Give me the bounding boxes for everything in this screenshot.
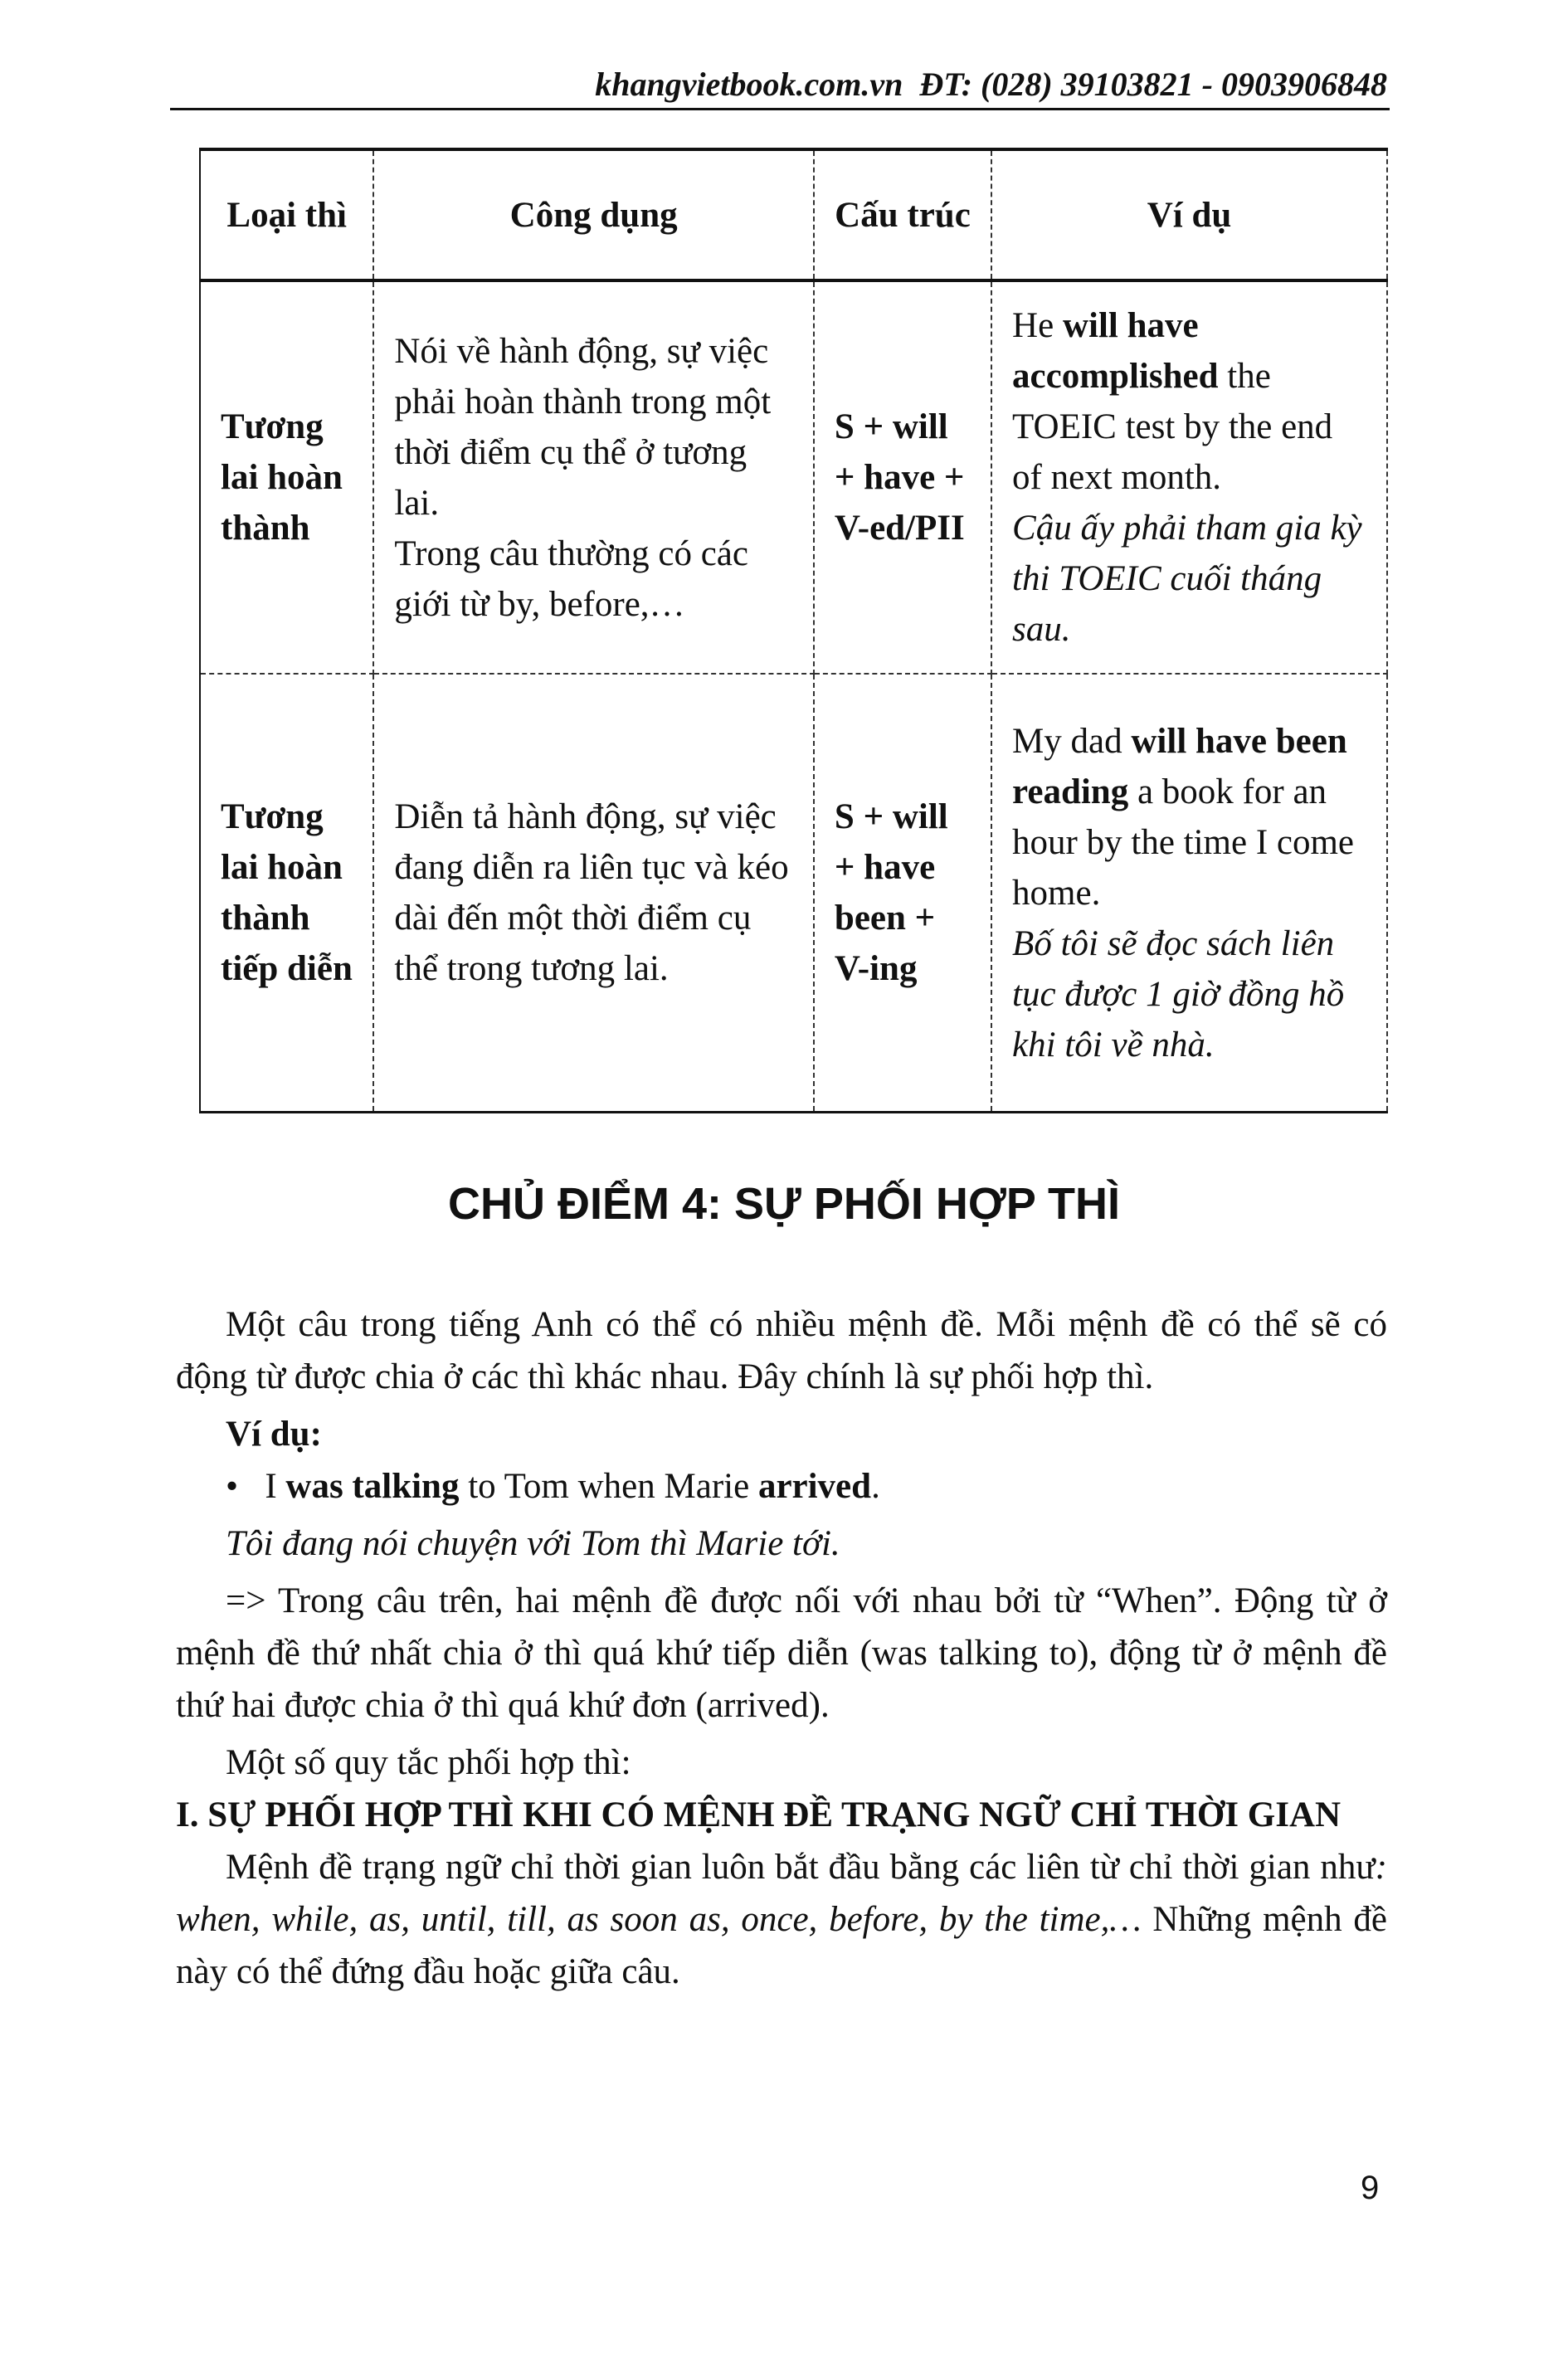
bullet-verb: was talking (285, 1467, 460, 1506)
bullet-text: I (265, 1467, 286, 1506)
translation: Tôi đang nói chuyện với Tom thì Marie tới. (226, 1524, 840, 1563)
bullet-verb: arrived (757, 1467, 872, 1506)
chapter-heading: CHỦ ĐIỂM 4: SỰ PHỐI HỢP THÌ (448, 1179, 1120, 1229)
bullet-text: . (871, 1467, 880, 1506)
paragraph: Một số quy tắc phối hợp thì: (226, 1743, 631, 1782)
conjunction-list: : when, while, as, until, till, as soon as, once, before, by the time,… (176, 1848, 1387, 1939)
para-text: Mệnh đề trạng ngữ chỉ thời gian luôn bắt đầu bằng các liên từ chỉ thời gian như (226, 1848, 1376, 1887)
table-header-row (200, 149, 1387, 280)
usage-text: Nói về hành động, sự việc phải hoàn thành trong một thời điểm cụ thể ở tương lai. (394, 331, 772, 523)
body-text (176, 1298, 1387, 1998)
col-header: Ví dụ (991, 149, 1387, 280)
example-label-wrap (176, 1408, 1387, 1460)
tense-type: Tương lai hoàn thành tiếp diễn (200, 674, 373, 1113)
example-translation: Cậu ấy phải tham gia kỳ thi TOEIC cuối tháng sau. (1012, 509, 1362, 649)
bullet-item (176, 1460, 1387, 1513)
example-verb: will have been reading (1012, 721, 1347, 811)
table-row (200, 280, 1387, 674)
bullet-text: to Tom when Marie (459, 1467, 758, 1506)
section-heading: I. SỰ PHỐI HỢP THÌ KHI CÓ MỆNH ĐỀ TRẠNG NGỮ CHỈ THỜI GIAN (176, 1795, 1342, 1834)
paragraph: Một câu trong tiếng Anh có thể có nhiều mệnh đề. Mỗi mệnh đề có thể sẽ có động từ được chia ở các thì khác nhau. Đây chính là sự phối hợp thì. (176, 1305, 1387, 1396)
example-text: the TOEIC test by the end of next month. (1012, 357, 1333, 497)
para-text: Những mệnh đề này có thể đứng đầu hoặc giữa câu. (176, 1900, 1387, 1991)
tense-example (991, 280, 1387, 674)
page-header (595, 65, 1387, 104)
col-header: Công dụng (373, 149, 814, 280)
tense-usage: Diễn tả hành động, sự việc đang diễn ra liên tục và kéo dài đến một thời điểm cụ thể trong tương lai. (373, 674, 814, 1113)
tense-structure: S + will + have been + V-ing (814, 674, 991, 1113)
example-verb: will have accomplished (1012, 306, 1219, 396)
example-text: My dad (1012, 721, 1132, 761)
example-label: Ví dụ: (226, 1415, 322, 1454)
col-header: Loại thì (200, 149, 373, 280)
paragraph: => Trong câu trên, hai mệnh đề được nối với nhau bởi từ “When”. Động từ ở mệnh đề thứ nhất chia ở thì quá khứ tiếp diễn (was talking to), động từ ở mệnh đề thứ hai được chia ở thì quá khứ đơn (arrived). (176, 1581, 1387, 1725)
example-text: He (1012, 306, 1063, 345)
page-number: 9 (1361, 2170, 1380, 2206)
tense-type: Tương lai hoàn thành (200, 280, 373, 674)
tense-usage (373, 280, 814, 674)
table-row (200, 674, 1387, 1113)
header-divider (170, 108, 1390, 110)
usage-text: Trong câu thường có các giới từ by, before,… (394, 533, 748, 624)
bullet-icon: • (226, 1467, 265, 1506)
tense-table (199, 148, 1388, 1113)
header-phone: ĐT: (028) 39103821 - 0903906848 (919, 66, 1387, 103)
example-translation: Bố tôi sẽ đọc sách liên tục được 1 giờ đồng hồ khi tôi về nhà. (1012, 923, 1345, 1064)
example-text: a book for an hour by the time I come home. (1012, 772, 1355, 913)
tense-example (991, 674, 1387, 1113)
header-site: khangvietbook.com.vn (595, 66, 903, 103)
tense-structure: S + will + have + V-ed/PII (814, 280, 991, 674)
col-header: Cấu trúc (814, 149, 991, 280)
paragraph (176, 1841, 1387, 1998)
